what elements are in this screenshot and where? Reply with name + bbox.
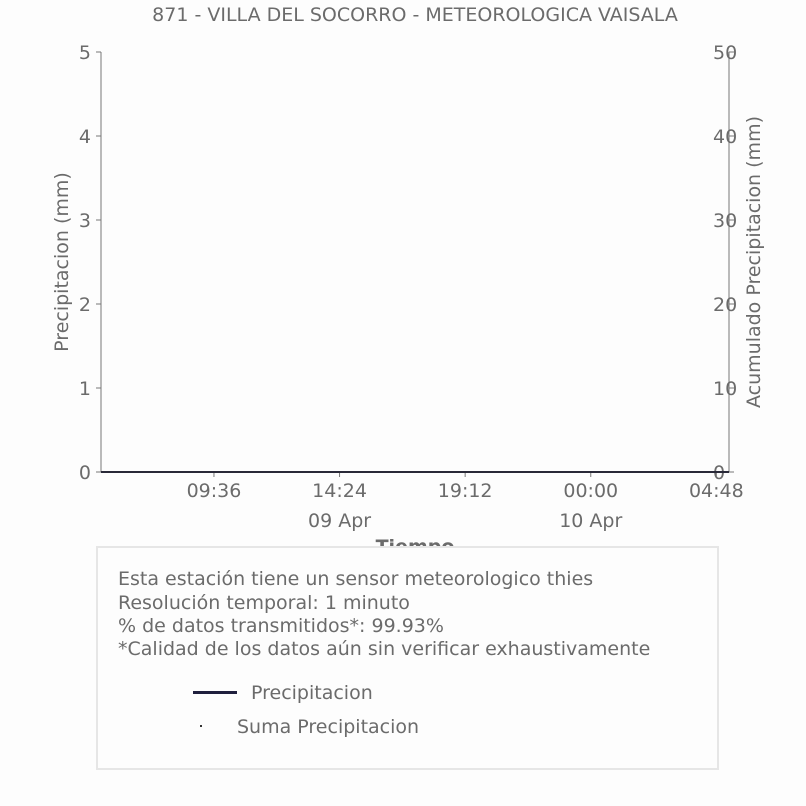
y2-tick-label: 20: [713, 294, 738, 316]
x-tick-date-label: 09 Apr: [308, 510, 372, 532]
legend-item-suma-precipitacion: Suma Precipitacion: [237, 716, 420, 738]
y-tick-label: 1: [78, 378, 91, 400]
x-tick-label: 04:48: [688, 480, 744, 502]
x-tick-label: 09:36: [186, 480, 242, 502]
y2-tick-label: 0: [713, 462, 726, 484]
y-axis-label: Precipitacion (mm): [51, 172, 73, 352]
data-quality-note: *Calidad de los datos aún sin verificar exhaustivamente: [118, 638, 651, 660]
axes: [79, 42, 744, 532]
y-tick-label: 2: [78, 294, 91, 316]
legend-item-precipitacion: Precipitacion: [251, 682, 373, 704]
y2-tick-label: 10: [713, 378, 738, 400]
y-tick-label: 5: [78, 42, 91, 64]
y2-tick-label: 30: [713, 210, 738, 232]
y2-axis-label: Acumulado Precipitacion (mm): [743, 116, 765, 408]
legend-line-swatch: [193, 691, 237, 694]
station-sensor-text: Esta estación tiene un sensor meteorologico thies: [118, 568, 594, 590]
x-tick-date-label: 10 Apr: [559, 510, 623, 532]
x-tick-label: 00:00: [563, 480, 619, 502]
y2-tick-label: 40: [713, 126, 738, 148]
x-tick-label: 14:24: [312, 480, 367, 502]
temporal-resolution-text: Resolución temporal: 1 minuto: [118, 592, 410, 614]
chart-title: 871 - VILLA DEL SOCORRO - METEOROLOGICA VAISALA: [152, 4, 678, 26]
y-tick-label: 4: [78, 126, 91, 148]
y2-tick-label: 50: [713, 42, 738, 64]
y-tick-label: 3: [78, 210, 91, 232]
legend-dot-swatch: [200, 725, 202, 727]
transmitted-data-text: % de datos transmitidos*: 99.93%: [118, 615, 444, 637]
y-tick-label: 0: [78, 462, 91, 484]
info-legend-box: [96, 546, 719, 770]
x-tick-label: 19:12: [437, 480, 493, 502]
